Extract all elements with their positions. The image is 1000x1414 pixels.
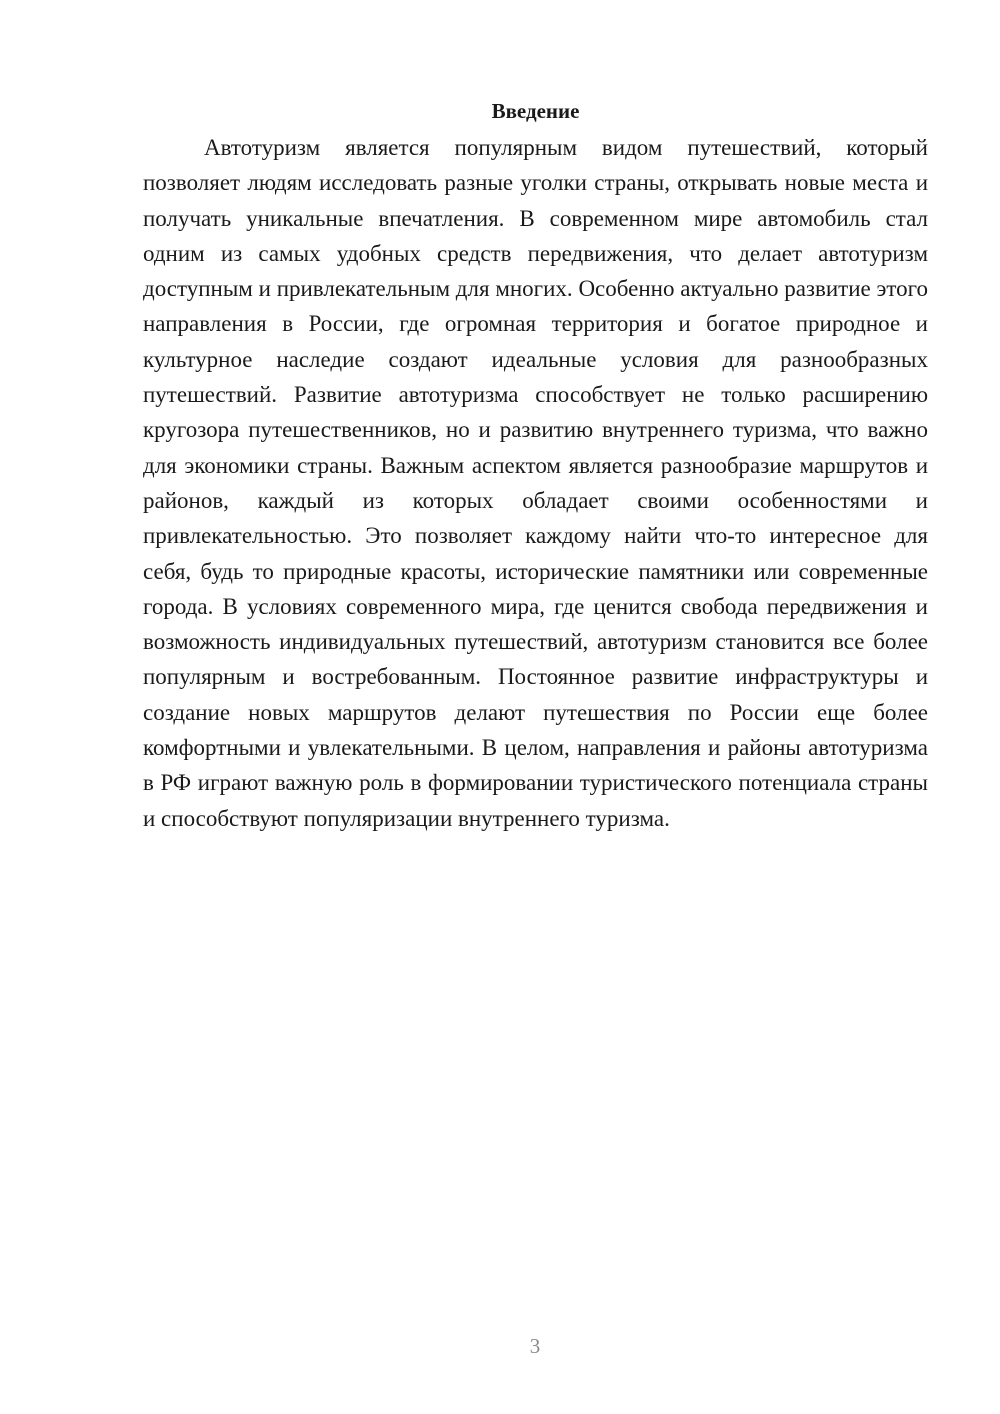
page-number: 3: [529, 1334, 541, 1358]
body-paragraph: Автотуризм является популярным видом путешествий, который позволяет людям исследовать разные уголки страны, открывать новые места и получать уникальные впечатления. В современном мире автомобиль стал одним из самых удобных средств передвижения, что делает автотуризм доступным и привлекательным для многих. Особенно актуально развитие этого направления в России, где огромная территория и богатое природное и культурное наследие создают идеальные условия для разнообразных путешествий. Развитие автотуризма способствует не только расширению кругозора путешественников, но и развитию внутреннего туризма, что важно для экономики страны. Важным аспектом является разнообразие маршрутов и районов, каждый из которых обладает своими особенностями и привлекательностью. Это позволяет каждому найти что-то интересное для себя, будь то природные красоты, исторические памятники или современные города. В условиях современного мира, где ценится свобода передвижения и возможность индивидуальных путешествий, автотуризм становится все более популярным и востребованным. Постоянное развитие инфраструктуры и создание новых маршрутов делают путешествия по России еще более комфортными и увлекательными. В целом, направления и районы автотуризма в РФ играют важную роль в формировании туристического потенциала страны и способствуют популяризации внутреннего туризма.: [143, 135, 928, 831]
section-heading: Введение: [491, 99, 580, 123]
page-content: [143, 96, 928, 836]
